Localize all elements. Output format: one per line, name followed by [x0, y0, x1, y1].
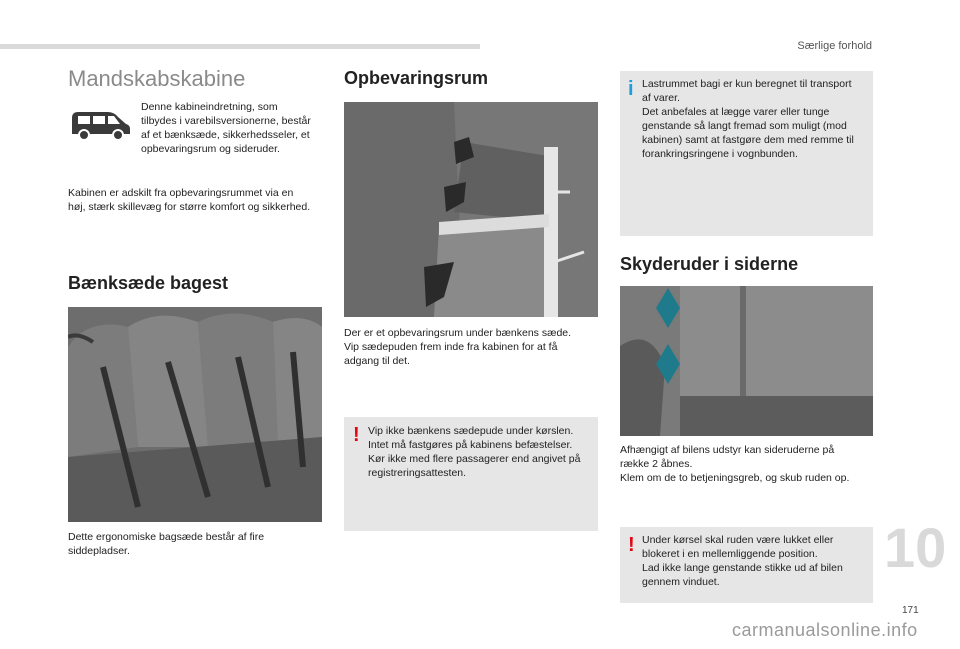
side-windows-warning-box	[620, 527, 873, 603]
top-rule	[0, 44, 480, 49]
storage-caption: Der er et opbevaringsrum under bænkens sæde. Vip sædepuden frem inde fra kabinen for at få adgang til det.	[344, 327, 572, 367]
bench-heading: Bænksæde bagest	[68, 273, 229, 293]
cargo-info-text: Lastrummet bagi er kun beregnet til transport af varer. Det anbefales at lægge varer eller tunge genstande så langt fremad som muligt (mod kabinen) samt at fastgøre dem med remme til forankringsringene i vognbunden.	[642, 78, 854, 160]
chapter-number: 10	[884, 516, 947, 579]
intro-paragraph: Kabinen er adskilt fra opbevaringsrummet via en høj, stærk skillevæg for større komfort og sikkerhed.	[68, 187, 311, 213]
section-header: Særlige forhold	[797, 40, 872, 52]
warning-icon: !	[628, 534, 635, 556]
van-icon	[68, 104, 134, 144]
side-windows-heading: Skyderuder i siderne	[620, 254, 799, 274]
page-title: Mandskabskabine	[68, 66, 246, 91]
side-windows-warning-text: Under kørsel skal ruden være lukket eller blokeret i en mellemliggende position. Lad ikke lange genstande stikke ud af bilen gennem vinduet.	[642, 534, 843, 588]
storage-photo	[344, 102, 598, 317]
side-windows-caption: Afhængigt af bilens udstyr kan sideruderne på række 2 åbnes. Klem om de to betjeningsgreb, og skub ruden op.	[620, 444, 850, 484]
bench-seat-photo	[68, 307, 322, 522]
bench-caption: Dette ergonomiske bagsæde består af fire siddepladser.	[68, 531, 265, 557]
storage-warning-box	[344, 417, 598, 531]
watermark: carmanualsonline.info	[732, 620, 918, 640]
warning-icon: !	[353, 424, 360, 446]
side-window-photo	[620, 286, 873, 436]
info-icon: i	[628, 78, 634, 100]
page-number: 171	[902, 605, 919, 616]
cargo-info-box	[620, 71, 873, 236]
storage-warning-text: Vip ikke bænkens sædepude under kørslen. Intet må fastgøres på kabinens befæstelser. Kør ikke med flere passagerer end angivet på registreringsattesten.	[368, 425, 581, 479]
storage-heading: Opbevaringsrum	[344, 68, 489, 88]
intro-text: Denne kabineindretning, som tilbydes i varebilsversionerne, består af et bænksæde, sikkerhedsseler, et opbevaringsrum og sideruder.	[141, 101, 311, 155]
